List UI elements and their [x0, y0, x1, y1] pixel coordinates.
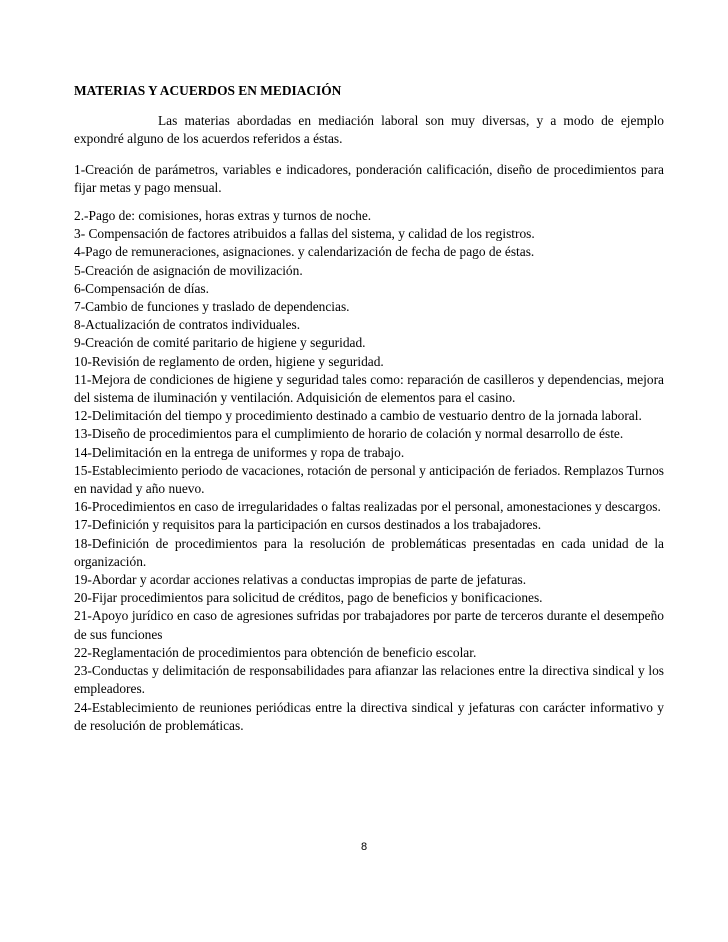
list-item: 4-Pago de remuneraciones, asignaciones. y calendarización de fecha de pago de éstas. — [74, 244, 535, 260]
list-item: 7-Cambio de funciones y traslado de dependencias. — [74, 299, 350, 315]
list-item: 16-Procedimientos en caso de irregularidades o faltas realizadas por el personal, amonestaciones y descargos. — [74, 499, 661, 515]
intro-paragraph: Las materias abordadas en mediación laboral son muy diversas, y a modo de ejemplo expondré alguno de los acuerdos referidos a éstas. — [74, 113, 664, 147]
list-item: 10-Revisión de reglamento de orden, higiene y seguridad. — [74, 353, 384, 369]
list-item: 11-Mejora de condiciones de higiene y seguridad tales como: reparación de casilleros y dependencias, mejora del sistema de iluminación y ventilación. Adquisición de elementos para el casino. — [74, 371, 664, 406]
list-item: 6-Compensación de días. — [74, 280, 209, 296]
list-item: 21-Apoyo jurídico en caso de agresiones sufridas por trabajadores por parte de terceros durante el desempeño de sus funciones — [74, 608, 664, 642]
list-item: 5-Creación de asignación de movilización. — [74, 262, 303, 278]
list-item-1: 1-Creación de parámetros, variables e indicadores, ponderación calificación, diseño de procedimientos para fijar metas y pago mensual. — [74, 161, 664, 195]
list-item: 9-Creación de comité paritario de higiene y seguridad. — [74, 335, 366, 351]
list-item: 8-Actualización de contratos individuales. — [74, 317, 301, 333]
list-item: 18-Definición de procedimientos para la resolución de problemáticas presentadas en cada unidad de la organización. — [74, 535, 664, 569]
list-item: 2.-Pago de: comisiones, horas extras y turnos de noche. — [74, 208, 372, 224]
list-item: 13-Diseño de procedimientos para el cumplimiento de horario de colación y normal desarrollo de éste. — [74, 426, 624, 442]
agreements-list — [74, 207, 664, 735]
list-item: 24-Establecimiento de reuniones periódicas entre la directiva sindical y jefaturas con carácter informativo y de resolución de problemáticas. — [74, 699, 664, 733]
document-page — [74, 82, 664, 735]
list-item: 20-Fijar procedimientos para solicitud de créditos, pago de beneficios y bonificaciones. — [74, 590, 543, 606]
list-item: 12-Delimitación del tiempo y procedimiento destinado a cambio de vestuario dentro de la jornada laboral. — [74, 408, 642, 424]
page-number: 8 — [360, 841, 368, 853]
list-item: 22-Reglamentación de procedimientos para obtención de beneficio escolar. — [74, 644, 477, 660]
list-item: 14-Delimitación en la entrega de uniformes y ropa de trabajo. — [74, 444, 405, 460]
list-item: 23-Conductas y delimitación de responsabilidades para afianzar las relaciones entre la directiva sindical y los empleadores. — [74, 663, 664, 697]
list-item: 15-Establecimiento periodo de vacaciones, rotación de personal y anticipación de feriados. Remplazos Turnos en navidad y año nuevo. — [74, 462, 664, 497]
list-item: 17-Definición y requisitos para la participación en cursos destinados a los trabajadores. — [74, 517, 542, 533]
list-item: 19-Abordar y acordar acciones relativas a conductas impropias de parte de jefaturas. — [74, 572, 527, 588]
list-item: 3- Compensación de factores atribuidos a fallas del sistema, y calidad de los registros. — [74, 226, 535, 242]
section-title: MATERIAS Y ACUERDOS EN MEDIACIÓN — [74, 83, 342, 98]
